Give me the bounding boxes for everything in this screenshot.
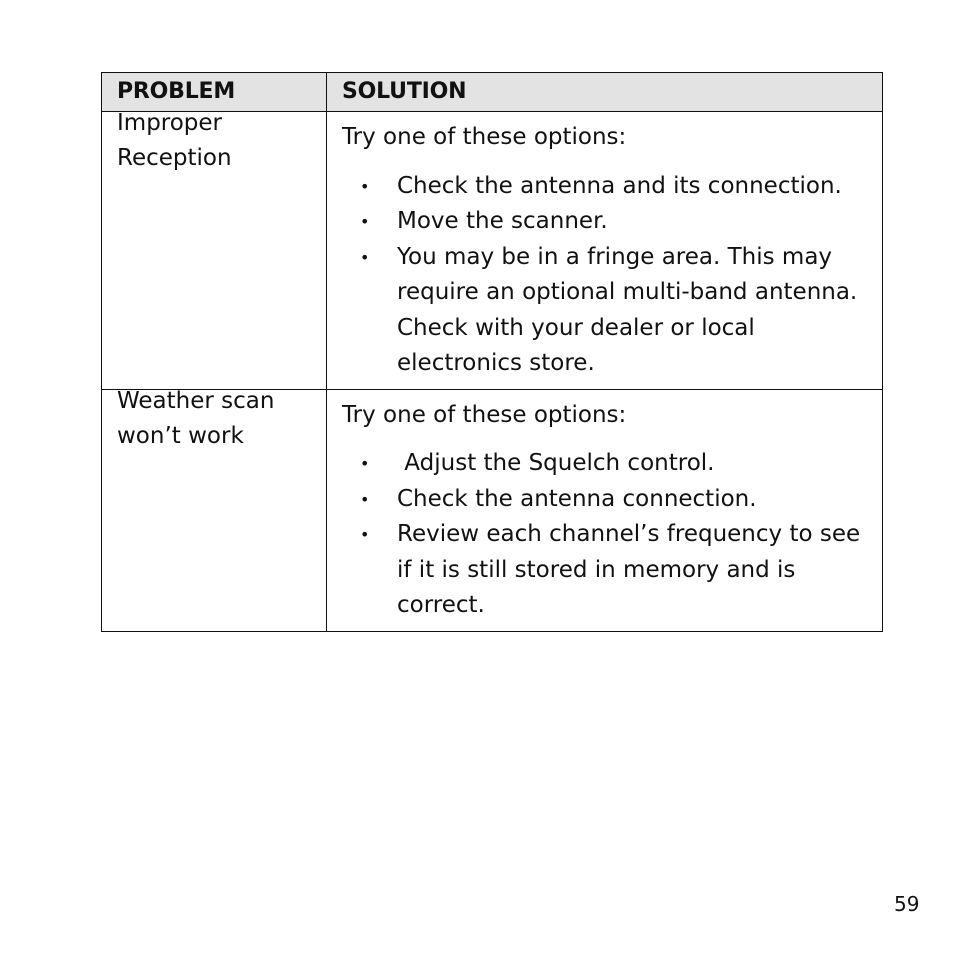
- solution-intro: Try one of these options:: [342, 124, 627, 150]
- table-row: [102, 389, 883, 631]
- solution-cell: [327, 112, 883, 390]
- bullet-icon: •: [360, 176, 370, 196]
- problem-text: [117, 106, 318, 176]
- solution-options-list: [342, 169, 872, 382]
- option-text: Check the antenna and its connection.: [397, 172, 842, 199]
- solution-column-header: SOLUTION: [327, 73, 883, 112]
- solution-options-list: [342, 446, 872, 624]
- list-item: [342, 517, 872, 624]
- problem-line: Reception: [117, 145, 232, 171]
- problem-column-header: PROBLEM: [102, 73, 327, 112]
- bullet-icon: •: [360, 454, 370, 473]
- list-item: [342, 169, 872, 205]
- problem-line: Weather scan: [117, 387, 275, 414]
- bullet-icon: •: [360, 247, 370, 267]
- bullet-icon: •: [360, 489, 370, 509]
- list-item: [342, 482, 872, 518]
- option-text: Move the scanner.: [397, 208, 608, 234]
- option-text: Review each channel’s frequency to see if it is still stored in memory and is correct.: [397, 521, 861, 618]
- table-row: [102, 112, 883, 390]
- bullet-icon: •: [360, 525, 370, 544]
- list-item: [342, 446, 872, 482]
- solution-cell: [327, 389, 883, 631]
- option-text: Check the antenna connection.: [397, 485, 757, 512]
- troubleshooting-table: [101, 72, 883, 632]
- problem-cell: [102, 389, 327, 631]
- list-item: [342, 240, 872, 382]
- page-number: 59: [894, 892, 920, 916]
- problem-text: [117, 384, 318, 454]
- list-item: [342, 204, 872, 240]
- problem-line: Improper: [117, 110, 223, 136]
- option-text: Adjust the Squelch control.: [397, 450, 715, 476]
- solution-intro: Try one of these options:: [342, 401, 627, 428]
- problem-line: won’t work: [117, 422, 244, 449]
- bullet-icon: •: [360, 212, 370, 231]
- option-text: You may be in a fringe area. This may require an optional multi-band antenna. Check with your dealer or local electronics store.: [397, 243, 858, 376]
- problem-cell: [102, 112, 327, 390]
